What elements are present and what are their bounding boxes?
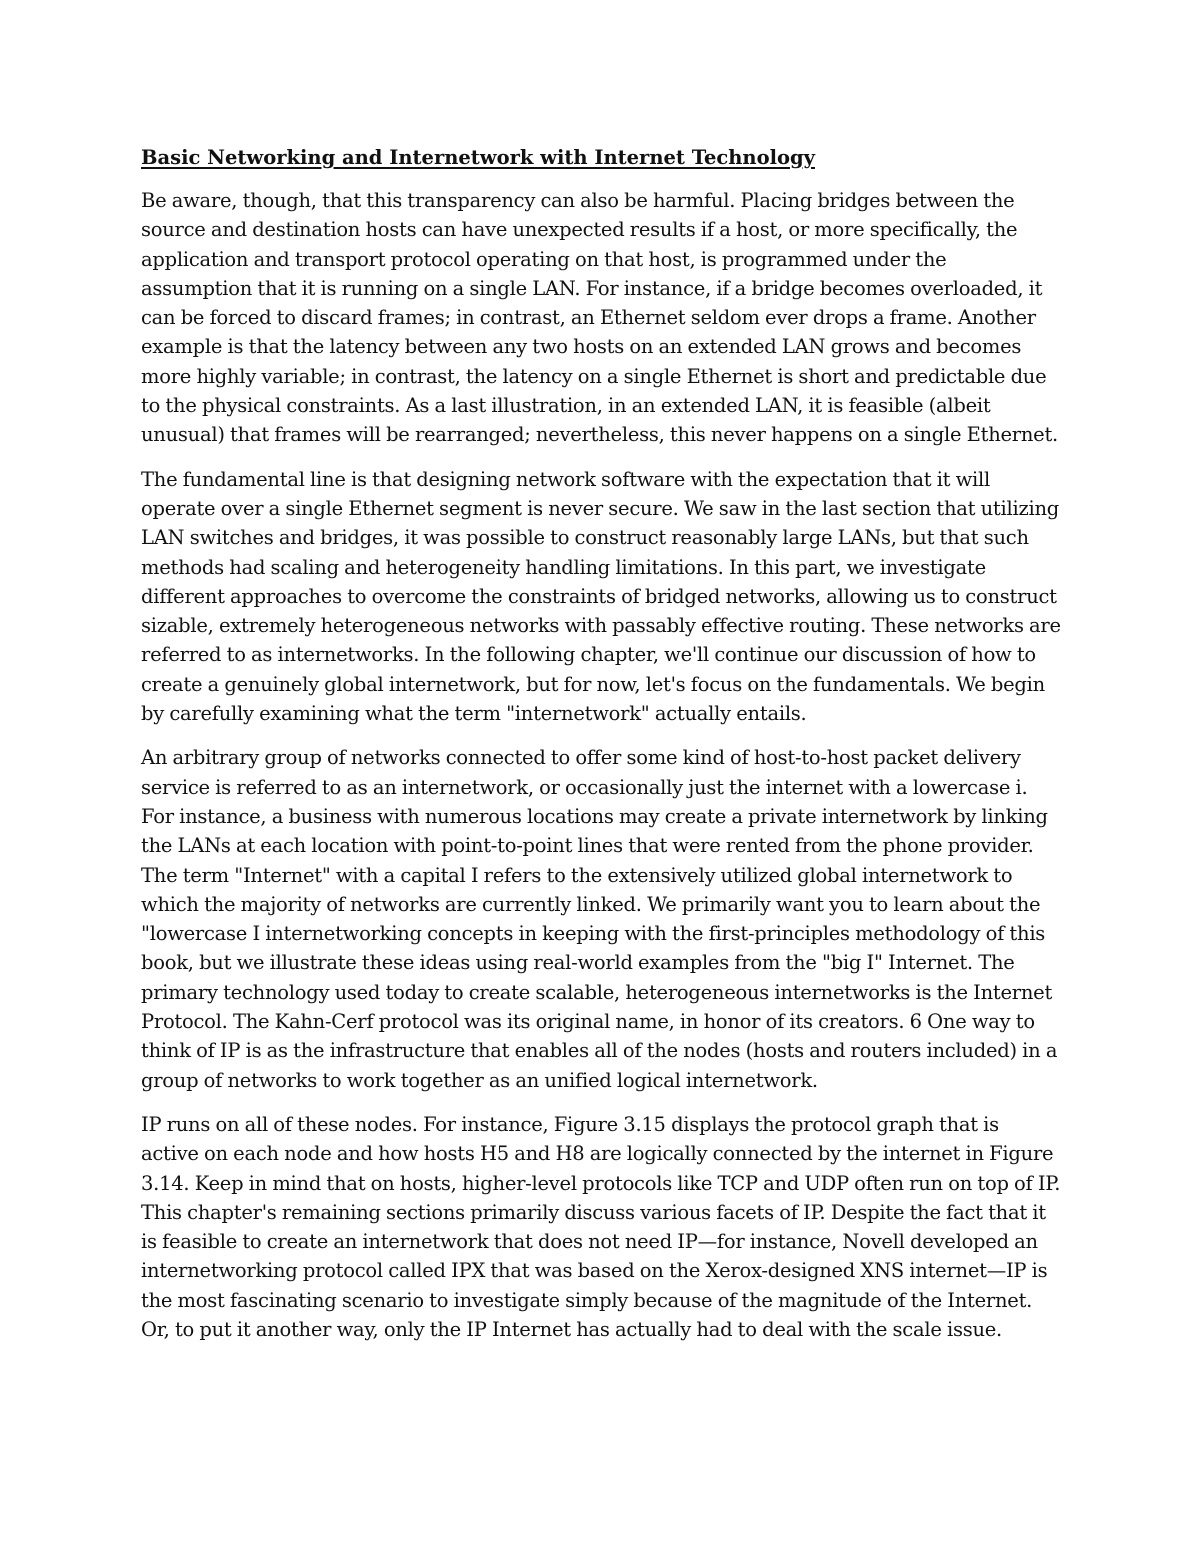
document-page	[141, 143, 1061, 1359]
paragraph-transparency: Be aware, though, that this transparency can also be harmful. Placing bridges between the source and destination hosts can have unexpected results if a host, or more specifically, the application and transport protocol operating on that host, is programmed under the assumption that it is running on a single LAN. For instance, if a bridge becomes overloaded, it can be forced to discard frames; in contrast, an Ethernet seldom ever drops a frame. Another example is that the latency between any two hosts on an extended LAN grows and becomes more highly variable; in contrast, the latency on a single Ethernet is short and predictable due to the physical constraints. As a last illustration, in an extended LAN, it is feasible (albeit unusual) that frames will be rearranged; nevertheless, this never happens on a single Ethernet.	[141, 189, 1058, 447]
paragraph-internetwork-definition: An arbitrary group of networks connected to offer some kind of host-to-host packet delivery service is referred to as an internetwork, or occasionally just the internet with a lowercase i. For instance, a business with numerous locations may create a private internetwork by linking the LANs at each location with point-to-point lines that were rented from the phone provider. The term "Internet" with a capital I refers to the extensively utilized global internetwork to which the majority of networks are currently linked. We primarily want you to learn about the "lowercase I internetworking concepts in keeping with the first-principles methodology of this book, but we illustrate these ideas using real-world examples from the "big I" Internet. The primary technology used today to create scalable, heterogeneous internetworks is the Internet Protocol. The Kahn-Cerf protocol was its original name, in honor of its creators. 6 One way to think of IP is as the infrastructure that enables all of the nodes (hosts and routers included) in a group of networks to work together as an unified logical internetwork.	[141, 746, 1058, 1092]
paragraph-ip-nodes: IP runs on all of these nodes. For instance, Figure 3.15 displays the protocol graph that is active on each node and how hosts H5 and H8 are logically connected by the internet in Figure 3.14. Keep in mind that on hosts, higher-level protocols like TCP and UDP often run on top of IP. This chapter's remaining sections primarily discuss various facets of IP. Despite the fact that it is feasible to create an internetwork that does not need IP—for instance, Novell developed an internetworking protocol called IPX that was based on the Xerox-designed XNS internet—IP is the most fascinating scenario to investigate simply because of the magnitude of the Internet. Or, to put it another way, only the IP Internet has actually had to deal with the scale issue.	[141, 1112, 1061, 1341]
document-title: Basic Networking and Internetwork with Internet Technology	[141, 146, 815, 169]
paragraph-fundamental-line: The fundamental line is that designing network software with the expectation that it will operate over a single Ethernet segment is never secure. We saw in the last section that utilizing LAN switches and bridges, it was possible to construct reasonably large LANs, but that such methods had scaling and heterogeneity handling limitations. In this part, we investigate different approaches to overcome the constraints of bridged networks, allowing us to construct sizable, extremely heterogeneous networks with passably effective routing. These networks are referred to as internetworks. In the following chapter, we'll continue our discussion of how to create a genuinely global internetwork, but for now, let's focus on the fundamentals. We begin by carefully examining what the term "internetwork" actually entails.	[141, 467, 1061, 726]
